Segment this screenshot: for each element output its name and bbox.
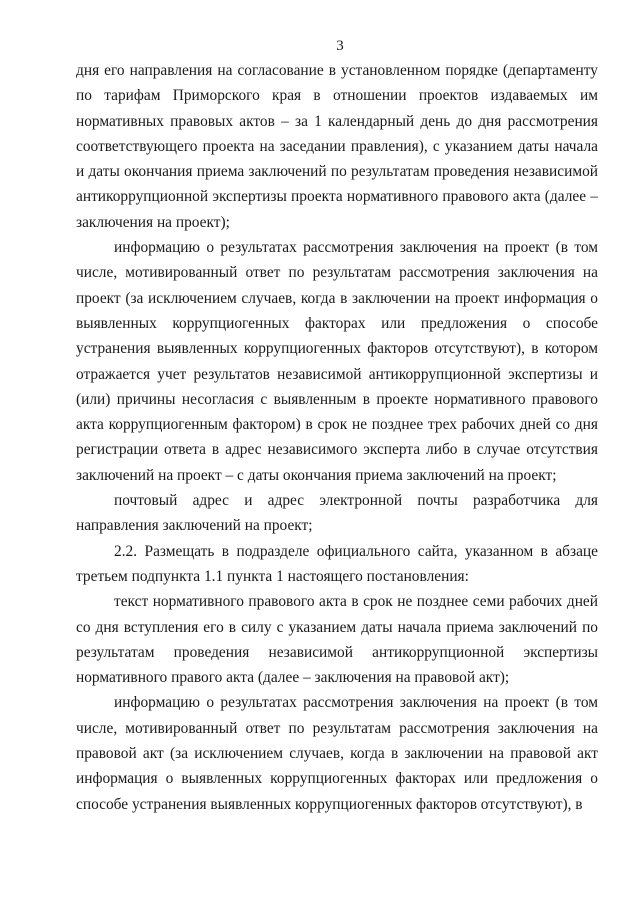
document-body [76, 58, 598, 817]
paragraph-3: почтовый адрес и адрес электронной почты разработчика для направления заключений на проект; [76, 492, 598, 535]
paragraph-1: дня его направления на согласование в установленном порядке (департаменту по тарифам Приморского края в отношении проектов издаваемых им нормативных правовых актов – за 1 календарный день до дня рассмотрения соответствующего проекта на заседании правления), с указанием даты начала и даты окончания приема заключений по результатам проведения независимой антикоррупционной экспертизы проекта нормативного правового акта (далее – заключения на проект); [76, 62, 598, 231]
paragraph-2: информацию о результатах рассмотрения заключения на проект (в том числе, мотивированный ответ по результатам рассмотрения заключения на проект (за исключением случаев, когда в заключении на проект информация о выявленных коррупциогенных факторах или предложения о способе устранения выявленных коррупциогенных факторов отсутствуют), в котором отражается учет результатов независимой антикоррупционной экспертизы и (или) причины несогласия с выявленным в проекте нормативного правового акта коррупциогенным фактором) в срок не позднее трех рабочих дней со дня регистрации ответа в адрес независимого эксперта либо в случае отсутствия заключений на проект – с даты окончания приема заключений на проект; [76, 239, 598, 484]
paragraph-5: текст нормативного правового акта в срок не позднее семи рабочих дней со дня вступления его в силу с указанием даты начала приема заключений по результатам проведения независимой антикоррупционной экспертизы нормативного правого акта (далее – заключения на правовой акт); [76, 593, 598, 687]
paragraph-4: 2.2. Размещать в подразделе официального сайта, указанном в абзаце третьем подпункта 1.1 пункта 1 настоящего постановления: [76, 542, 598, 585]
paragraph-6: информацию о результатах рассмотрения заключения на проект (в том числе, мотивированный ответ по результатам рассмотрения заключения на правовой акт (за исключением случаев, когда в заключении на правовой акт информация о выявленных коррупциогенных факторах или предложения о способе устранения выявленных коррупциогенных факторов отсутствуют), в [76, 694, 598, 813]
page-number: 3 [336, 38, 344, 54]
